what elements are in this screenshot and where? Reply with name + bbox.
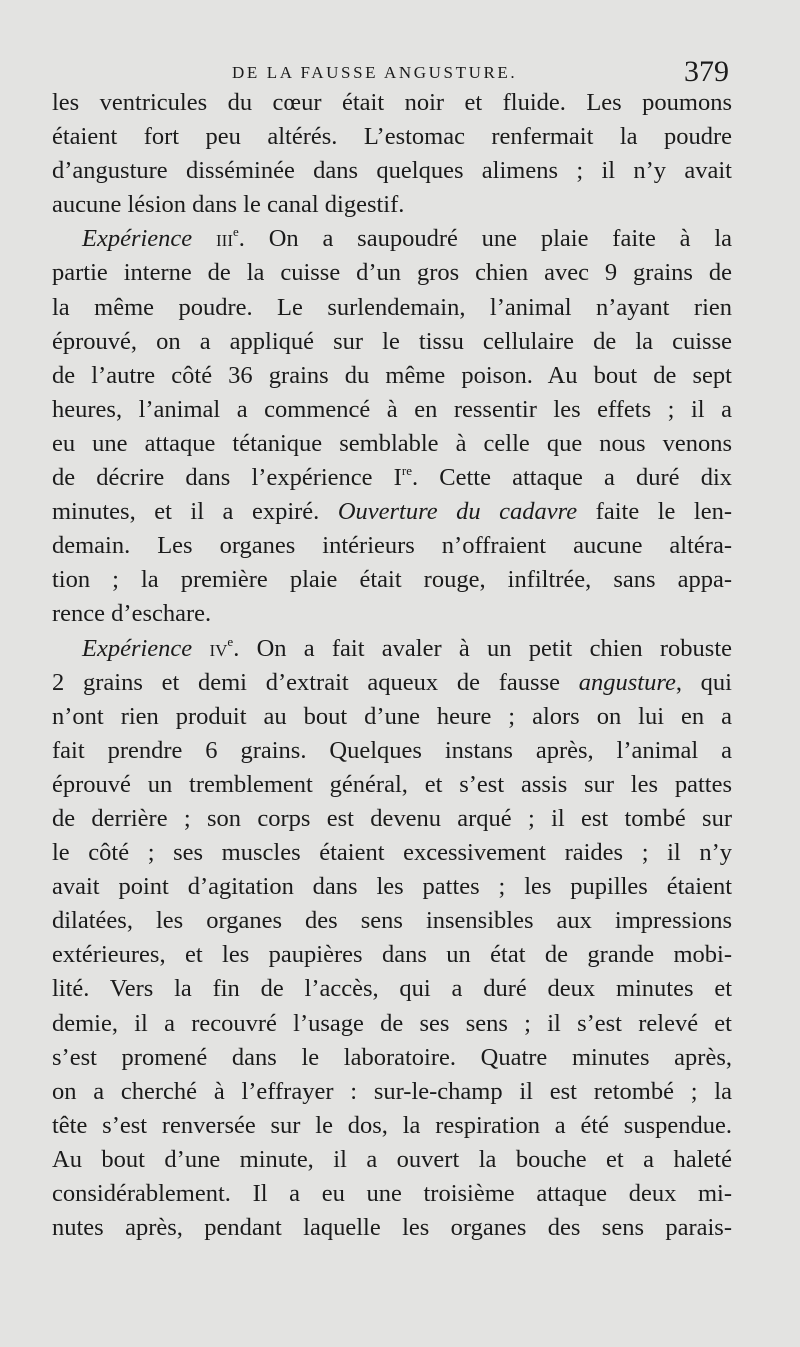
- text-line: d’angusture disséminée dans quelques alimens ; il n’y avait: [52, 157, 732, 185]
- text-line: s’est promené dans le laboratoire. Quatre minutes après,: [52, 1043, 732, 1071]
- text-line: la même poudre. Le surlendemain, l’animal n’ayant rien: [52, 293, 732, 321]
- running-title: DE LA FAUSSE ANGUSTURE.: [232, 63, 518, 82]
- text-line: de l’autre côté 36 grains du même poison. Au bout de sept: [52, 361, 732, 389]
- text-line: de décrire dans l’expérience Ire. Cette attaque a duré dix: [52, 463, 733, 492]
- text-line: eu une attaque tétanique semblable à celle que nous venons: [52, 429, 732, 457]
- text-line: partie interne de la cuisse d’un gros chien avec 9 grains de: [52, 259, 732, 287]
- body-text: [52, 86, 732, 1245]
- text-line: fait prendre 6 grains. Quelques instans après, l’animal a: [52, 736, 732, 764]
- text-line: aucune lésion dans le canal digestif.: [52, 191, 405, 219]
- text-line: nutes après, pendant laquelle les organes des sens parais-: [52, 1214, 732, 1242]
- text-line: dilatées, les organes des sens insensibles aux impressions: [52, 907, 732, 935]
- text-line: on a cherché à l’effrayer : sur-le-champ il est retombé ; la: [52, 1077, 732, 1105]
- text-line: n’ont rien produit au bout d’une heure ; alors on lui en a: [52, 702, 732, 730]
- page-number: 379: [684, 55, 729, 88]
- text-line: heures, l’animal a commencé à en ressentir les effets ; il a: [52, 395, 732, 423]
- text-line: Expérience iii$^e$. On a saupoudré une plaie faite à la: [82, 224, 733, 253]
- text-line: Au bout d’une minute, il a ouvert la bouche et a haleté: [52, 1145, 732, 1173]
- text-line: demie, il a recouvré l’usage de ses sens ; il s’est relevé et: [52, 1009, 732, 1037]
- text-line: tion ; la première plaie était rouge, infiltrée, sans appa-: [52, 566, 732, 594]
- text-line: 2 grains et demi d’extrait aqueux de fausse angusture, qui: [52, 668, 732, 696]
- text-line: éprouvé un tremblement général, et s’est assis sur les pattes: [52, 770, 732, 798]
- text-line: extérieures, et les paupières dans un état de grande mobi-: [52, 941, 732, 969]
- text-line: minutes, et il a expiré. Ouverture du cadavre faite le len-: [52, 498, 733, 526]
- text-line: rence d’eschare.: [52, 600, 212, 628]
- text-line: tête s’est renversée sur le dos, la respiration a été suspendue.: [52, 1111, 732, 1139]
- running-head: [0, 55, 800, 88]
- text-line: de derrière ; son corps est devenu arqué ; il est tombé sur: [52, 804, 732, 832]
- text-line: étaient fort peu altérés. L’estomac renfermait la poudre: [52, 123, 732, 151]
- text-line: considérablement. Il a eu une troisième attaque deux mi-: [52, 1180, 732, 1207]
- text-line: Expérience $iv^e$. On a fait avaler à un petit chien robuste: [82, 633, 733, 662]
- text-line: avait point d’agitation dans les pattes ; les pupilles étaient: [52, 873, 732, 901]
- text-line: éprouvé, on a appliqué sur le tissu cellulaire de la cuisse: [52, 327, 732, 355]
- text-line: lité. Vers la fin de l’accès, qui a duré deux minutes et: [52, 975, 732, 1003]
- text-line: les ventricules du cœur était noir et fluide. Les poumons: [52, 89, 732, 116]
- text-line: le côté ; ses muscles étaient excessivement raides ; il n’y: [52, 839, 732, 867]
- text-line: demain. Les organes intérieurs n’offraient aucune altéra-: [52, 532, 732, 560]
